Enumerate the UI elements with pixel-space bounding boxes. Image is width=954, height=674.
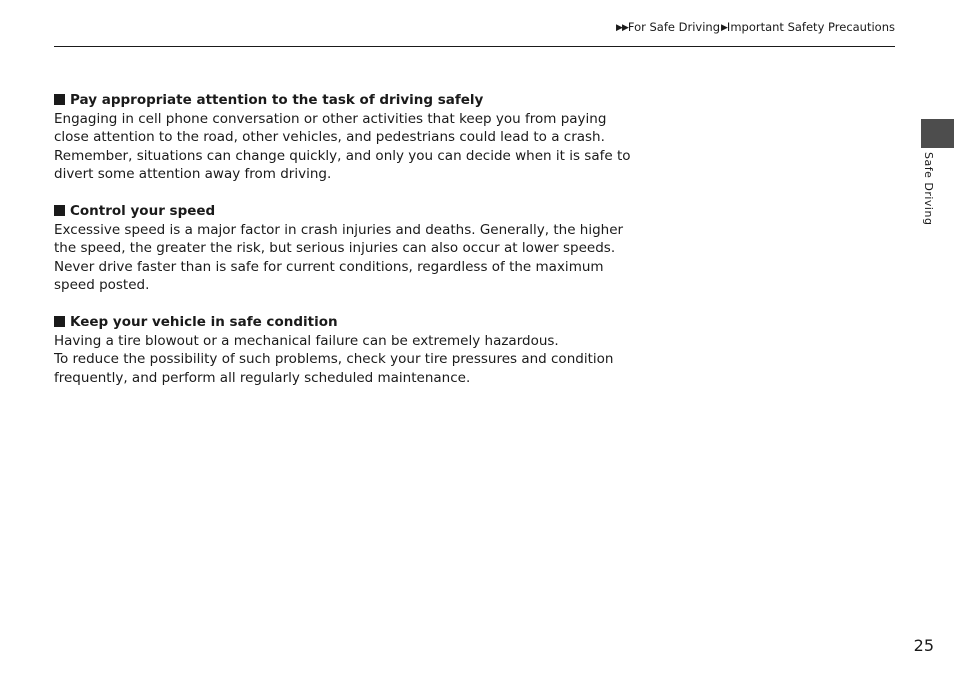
breadcrumb	[616, 19, 895, 36]
body-line: divert some attention away from driving.	[54, 166, 332, 182]
body-line: Remember, situations can change quickly, and only you can decide when it is safe to	[54, 147, 631, 164]
square-bullet-icon	[54, 205, 65, 216]
body-line: frequently, and perform all regularly scheduled maintenance.	[54, 369, 471, 386]
section-heading-text: Pay appropriate attention to the task of driving safely	[70, 92, 484, 108]
section-body	[54, 110, 631, 184]
body-line: speed posted.	[54, 277, 150, 293]
page-number: 25	[913, 636, 934, 655]
section-heading	[54, 91, 574, 110]
section-vehicle-condition	[54, 313, 614, 387]
double-arrow-icon: ▶▶	[616, 23, 628, 33]
section-body	[54, 332, 614, 388]
square-bullet-icon	[54, 94, 65, 105]
main-content	[54, 91, 631, 406]
body-line: Engaging in cell phone conversation or other activities that keep you from paying	[54, 110, 607, 127]
section-heading	[54, 313, 574, 332]
chapter-tab	[921, 119, 954, 148]
section-speed	[54, 202, 624, 295]
header-divider	[54, 46, 895, 47]
section-attention	[54, 91, 631, 184]
section-body	[54, 221, 624, 295]
breadcrumb-item-important-safety-precautions: Important Safety Precautions	[726, 20, 895, 34]
body-line: To reduce the possibility of such problems, check your tire pressures and condition	[54, 351, 614, 367]
square-bullet-icon	[54, 316, 65, 327]
section-heading	[54, 202, 574, 221]
body-line: Excessive speed is a major factor in crash injuries and deaths. Generally, the higher	[54, 221, 624, 238]
breadcrumb-item-for-safe-driving: For Safe Driving	[627, 20, 720, 34]
section-heading-text: Keep your vehicle in safe condition	[70, 314, 338, 330]
body-line: Never drive faster than is safe for current conditions, regardless of the maximum	[54, 258, 604, 275]
body-line: Having a tire blowout or a mechanical failure can be extremely hazardous.	[54, 332, 559, 349]
arrow-icon: ▶	[721, 23, 727, 33]
chapter-tab-label: Safe Driving	[922, 152, 935, 226]
section-heading-text: Control your speed	[70, 203, 216, 219]
body-line: the speed, the greater the risk, but serious injuries can also occur at lower speeds.	[54, 240, 616, 256]
body-line: close attention to the road, other vehicles, and pedestrians could lead to a crash.	[54, 129, 605, 145]
